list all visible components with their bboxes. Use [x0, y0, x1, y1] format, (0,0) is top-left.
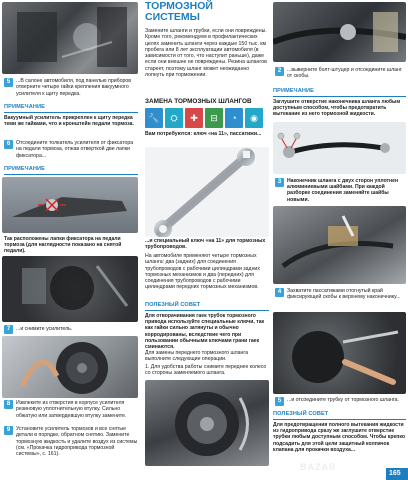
photo-illustration [2, 336, 138, 398]
photo-pedal-latch [2, 177, 138, 233]
photo-brake-hose-washers [273, 122, 406, 174]
photo-illustration [273, 2, 406, 62]
step-number-5: 5 [275, 397, 284, 406]
step-5-text: ...и отсоедините трубку от тормозного шланга. [287, 397, 399, 403]
note-divider [4, 174, 138, 175]
photo-illustration [273, 206, 406, 284]
step-9-text: Установите усилитель тормозов и все снятые детали в порядке, обратном снятию. Замените тормозную жидкость и удалите воздух из системы (см. «Прокачка гидропривода тормозной системы», с. 161). [16, 426, 138, 458]
tip-heading: ПОЛЕЗНЫЙ СОВЕТ [145, 302, 201, 308]
tip-text: Для предотвращения полного вытекания жидкости из гидропривода сразу же заглушите отверстие трубки любым доступным способом. Чтобы крепко подсадить для этой цели защитный колпачок клапана для прокачки воздуха... [273, 422, 405, 453]
note-heading: ПРИМЕЧАНИЕ [4, 104, 45, 110]
note-heading: ПРИМЕЧАНИЕ [273, 88, 314, 94]
tip-heading: ПОЛЕЗНЫЙ СОВЕТ [273, 411, 329, 417]
step-1-text: 1. Для удобства работы снимите переднее колесо со стороны заменяемого шланга. [145, 364, 267, 377]
title-line-2: СИСТЕМЫ [145, 11, 200, 23]
step-8-text: Извлеките из отверстия в корпусе усилителя резиновую уплотнительную втулку. Сильно обжатую или затвердевшую втулку замените. [16, 400, 127, 419]
photo-illustration [2, 256, 138, 322]
section-title [145, 1, 269, 23]
note-text: Заглушите отверстие наконечника шланга любым доступным способом, чтобы предотвратить вытекание из него тормозной жидкости. [273, 99, 401, 118]
timer-icon: ◔ [225, 108, 243, 128]
step-3-text: Наконечник шланга с двух сторон уплотнен алюминиевыми шайбами. При каждой разборке соединения заменяйте шайбы новыми. [287, 178, 399, 203]
note-heading: ПРИМЕЧАНИЕ [4, 166, 45, 172]
first-aid-icon: ✚ [185, 108, 203, 128]
note-divider [273, 96, 406, 97]
wrench-caption: ...и специальный ключ «на 11» для тормозных трубопроводов. [145, 238, 266, 251]
tip-text: Для отворачивания гаек трубок тормозного привода используйте специальные ключи, так как гайки сильно затянуты и обычно корродированы, вследствие чего при пользовании обычными ключами грани гаек сминаются. [145, 313, 265, 351]
hoses-paragraph: На автомобиле применяют четыре тормозных шланга: два (задних) для соединения трубопроводов с рабочими цилиндрами задних тормозных механизмов и два (передних) для соединения трубопроводов с рабочими цилиндрами передних тормозных механизмов. [145, 253, 260, 291]
photo-hose-bracket-clip [273, 206, 406, 284]
tools-needed-text: Вам потребуются: ключ «на 11», пассатижи... [145, 131, 262, 137]
step-number-5: 5 [4, 78, 13, 87]
step-5-text: ...В салоне автомобиля, под панелью приборов отверните четыре гайки крепления вакуумного усилителя к щиту передка. [16, 78, 131, 97]
title-line-1: ТОРМОЗНОЙ [145, 0, 213, 12]
photo-booster-removal [2, 256, 138, 322]
step-number-2: 2 [275, 67, 284, 76]
watermark: BAZAR [300, 462, 337, 472]
wrench-icon: 🔧 [145, 108, 163, 128]
column-middle [143, 0, 269, 480]
page-number-tab [386, 468, 408, 480]
car-icon: ⊟ [205, 108, 223, 128]
step-2-text: ...выверните болт-штуцер и отсоедините шланг от скобы. [287, 67, 402, 80]
photo-tube-disconnect [273, 312, 406, 394]
photo-illustration [145, 380, 269, 466]
step-4-text: Захватите пассатижами отогнутый край фиксирующей скобы к верхнему наконечнику... [287, 288, 401, 301]
photo-illustration [2, 177, 138, 233]
intro-paragraph: Замените шланги и трубки, если они повреждены. Кроме того, рекомендуем в профилактических целях заменить шланги через каждые 150 тыс. км пробега или 8 лет эксплуатации автомобиля (в зависимости от того, что наступит раньше), даже если они внешне не повреждены. Резина шлангов стареет, поэтому шланг может неожиданно лопнуть при торможении. [145, 28, 267, 79]
wrench-illustration [145, 147, 269, 237]
tip-divider [273, 419, 406, 420]
note-divider [4, 112, 138, 113]
photo-front-wheel-hub [145, 380, 269, 466]
photo-booster-body [2, 336, 138, 398]
photo-illustration [273, 312, 406, 394]
note-text: Так расположены лапки фиксатора на педали тормоза (для наглядности показано на снятой педали). [4, 236, 122, 255]
front-hose-intro: Для замены переднего тормозного шланга выполните следующие операции. [145, 350, 249, 363]
column-right [271, 0, 408, 480]
tool-icons-strip [145, 108, 263, 128]
gauge-icon: ◉ [245, 108, 263, 128]
step-number-9: 9 [4, 426, 13, 435]
step-7-text: ...и снимите усилитель. [16, 326, 73, 332]
page-number: 165 [389, 470, 401, 477]
step-6-text: Отсоедините толкатель усилителя от фиксатора на педали тормоза, отжав отверткой две лапки фиксатора... [16, 140, 134, 159]
step-number-7: 7 [4, 325, 13, 334]
car-lift-icon: ⛭ [165, 108, 183, 128]
note-text: Вакуумный усилитель прикреплен к щиту передка теми же гайками, что и кронштейн педали тормоза. [4, 115, 134, 128]
photo-illustration [2, 2, 138, 74]
step-number-3: 3 [275, 178, 284, 187]
step-number-8: 8 [4, 400, 13, 409]
photo-brake-line-wrench [145, 147, 269, 237]
step-number-4: 4 [275, 288, 284, 297]
step-number-6: 6 [4, 140, 13, 149]
column-left [0, 0, 140, 480]
photo-brake-booster-nuts [2, 2, 138, 74]
subsection-heading: ЗАМЕНА ТОРМОЗНЫХ ШЛАНГОВ [145, 98, 252, 105]
photo-hose-banjo-bolt [273, 2, 406, 62]
hose-illustration [273, 122, 406, 174]
tip-divider [145, 310, 269, 311]
